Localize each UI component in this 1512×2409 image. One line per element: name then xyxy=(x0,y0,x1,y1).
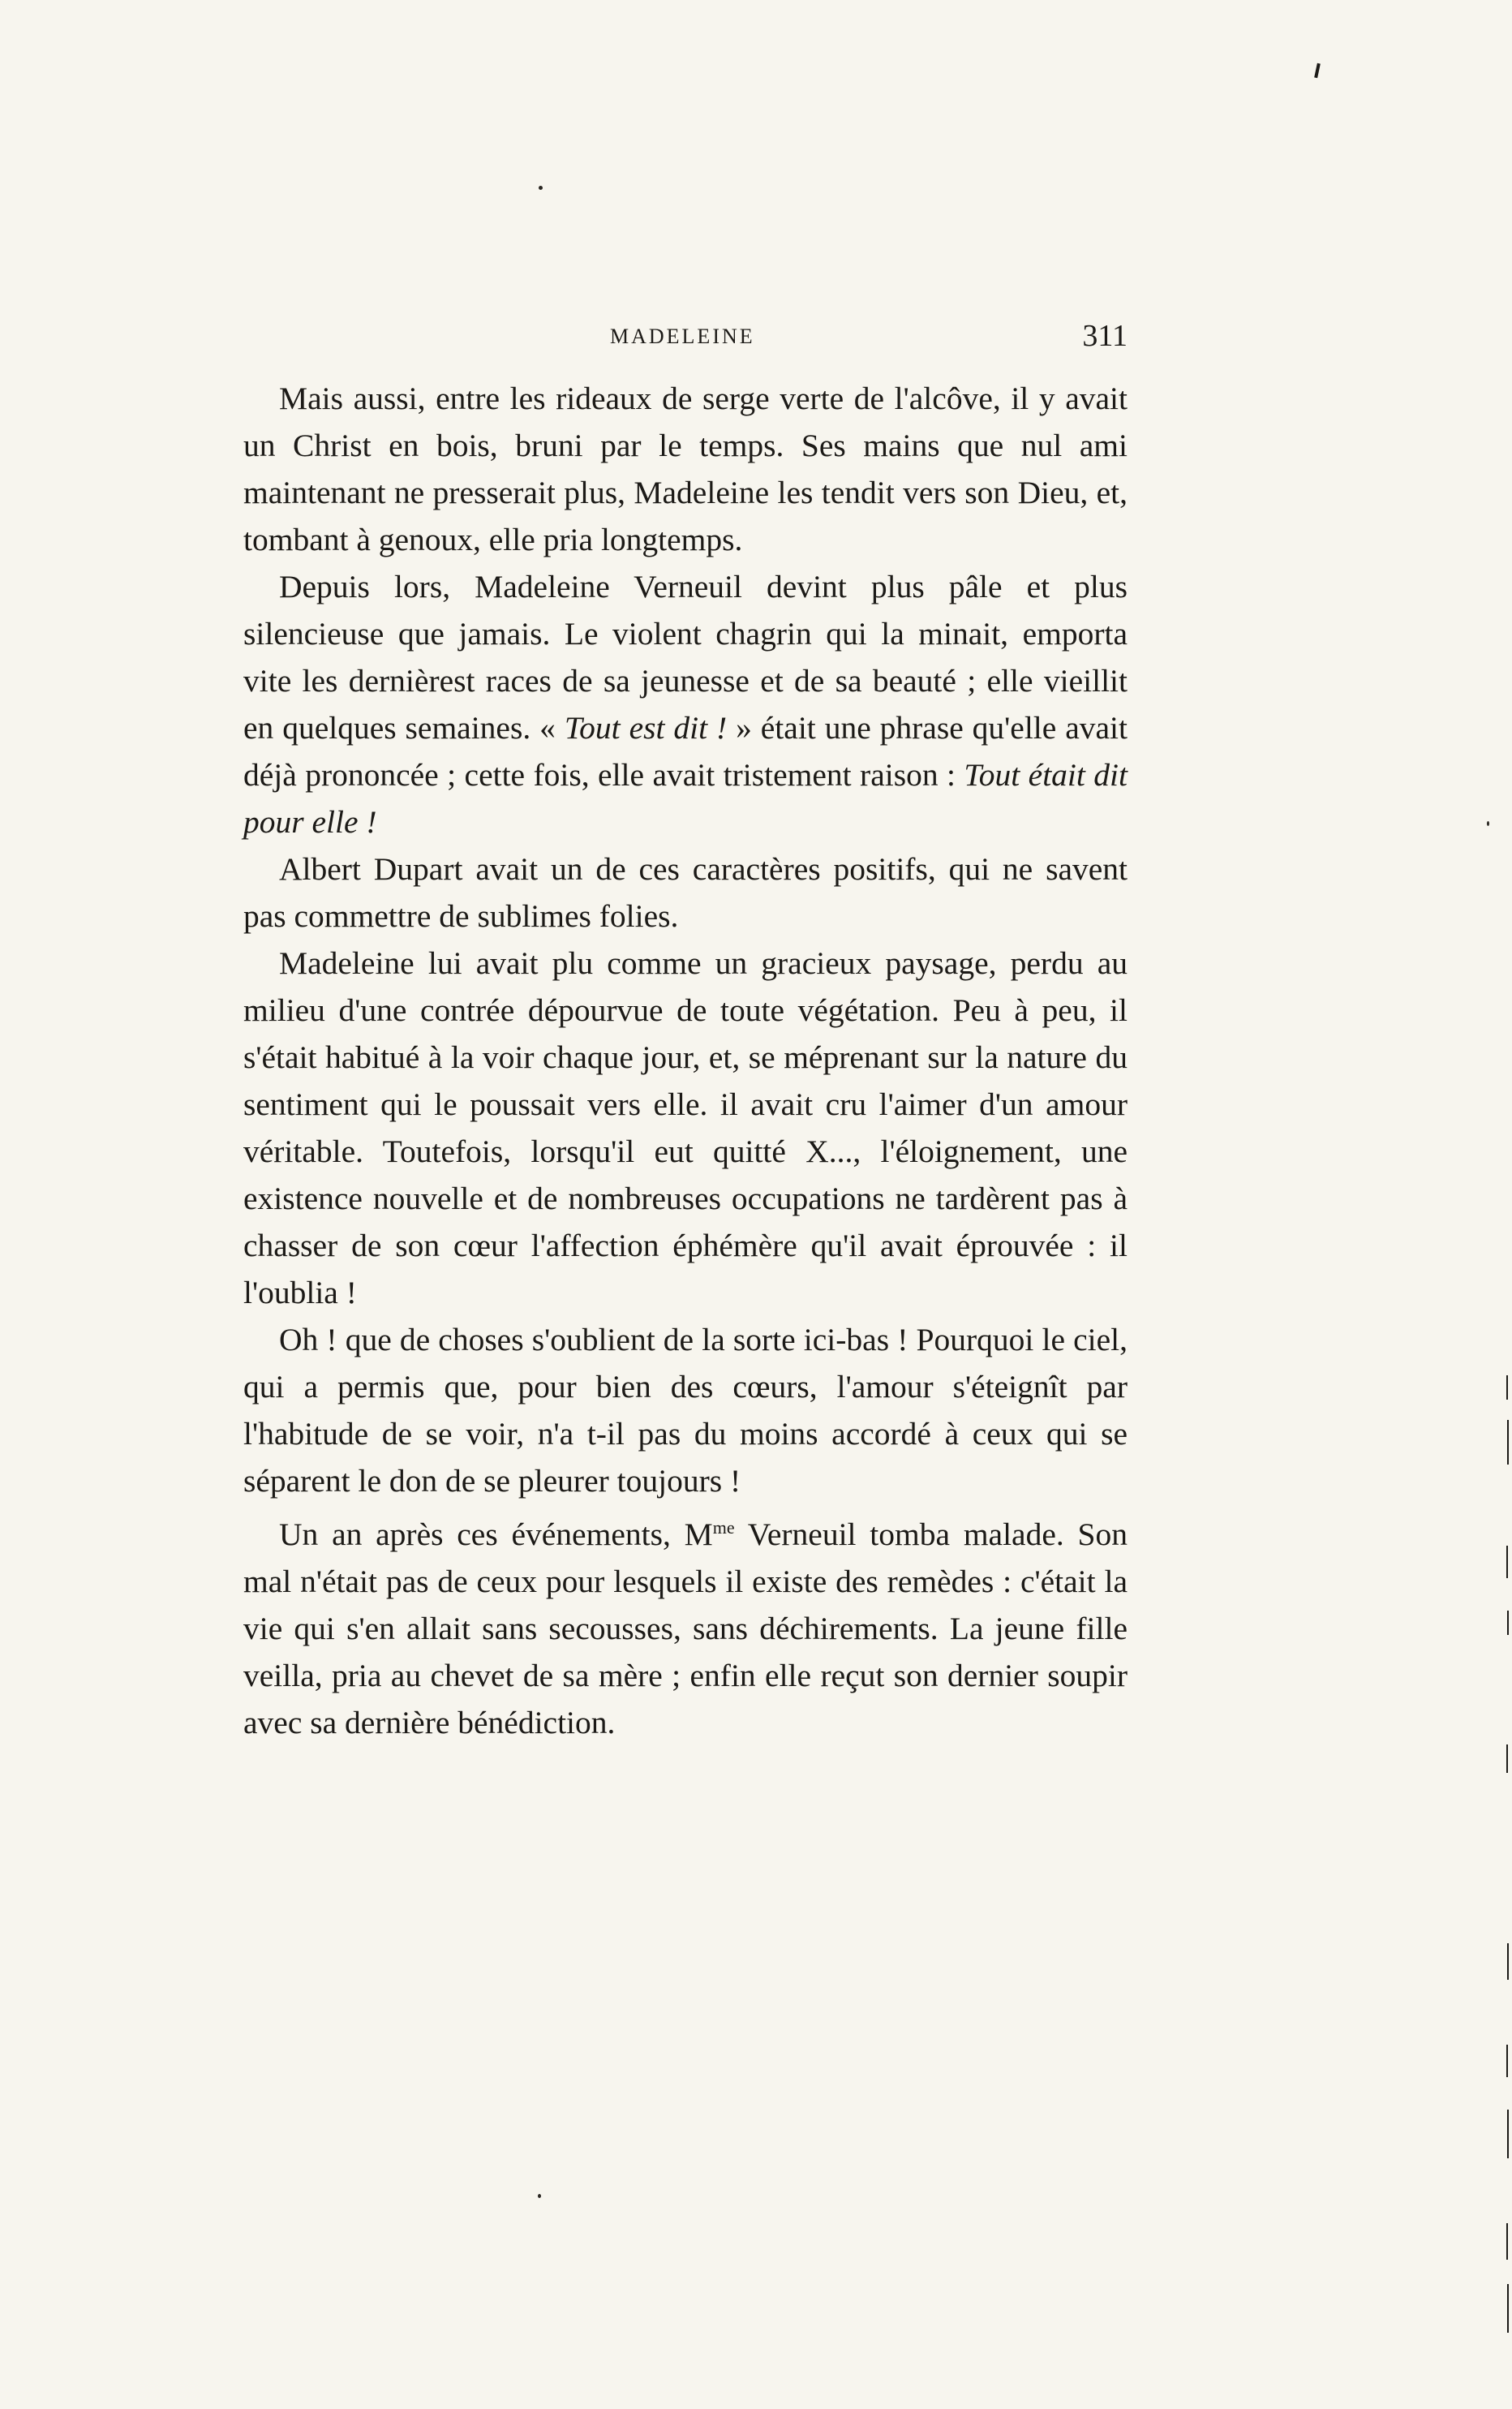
body-text xyxy=(243,375,1128,1746)
margin-line xyxy=(1506,1546,1508,1578)
paragraph-4: Madeleine lui avait plu comme un gracieux paysage, perdu au milieu d'une contrée dépourvue de toute végétation. Peu à peu, il s'était habitué à la voir chaque jour, et, se méprenant sur la nature du sentiment qui le poussait vers elle. il avait cru l'aimer d'un amour véritable. Toutefois, lorsqu'il eut quitté X..., l'éloignement, une existence nouvelle et de nombreuses occupations ne tardèrent pas à chasser de son cœur l'affection éphémère qu'il avait éprouvée : il l'oublia ! xyxy=(243,945,1128,1310)
paragraph-2-text-cont: » était une phrase qu'elle avait déjà prononcée ; cette fois, elle avait tristement raison : xyxy=(243,710,1128,793)
speck xyxy=(1487,821,1489,826)
paragraph-1: Mais aussi, entre les rideaux de serge verte de l'alcôve, il y avait un Christ en bois, bruni par le temps. Ses mains que nul ami maintenant ne presserait plus, Madeleine les tendit vers son Dieu, et, tombant à genoux, elle pria longtemps. xyxy=(243,381,1128,557)
paragraph-2-italic-quote: Tout est dit ! xyxy=(564,710,728,746)
paragraph-5: Oh ! que de choses s'oublient de la sorte ici-bas ! Pourquoi le ciel, qui a permis que, pour bien des cœurs, l'amour s'éteignît par l'habitude de se voir, n'a t-il pas du moins accordé à ceux qui se séparent le don de se pleurer toujours ! xyxy=(243,1322,1128,1499)
paragraph-2 xyxy=(243,563,1128,845)
margin-line xyxy=(1506,2045,1508,2077)
page-header xyxy=(243,319,1128,365)
paragraph-6 xyxy=(243,1504,1128,1746)
paragraph-2-italic-end: Tout était dit pour elle ! xyxy=(243,757,1128,840)
margin-line xyxy=(1507,1420,1509,1465)
page-number: 311 xyxy=(1082,319,1128,353)
paragraph-3: Albert Dupart avait un de ces caractères positifs, qui ne savent pas commettre de sublimes folies. xyxy=(243,851,1128,934)
margin-line xyxy=(1507,2284,1509,2333)
margin-line xyxy=(1506,1375,1508,1400)
speck xyxy=(539,186,543,190)
paragraph-6-text-cont: Verneuil tomba malade. Son mal n'était pas de ceux pour lesquels il existe des remèdes : c'était la vie qui s'en allait sans secousses, sans déchirements. La jeune fille veilla, pria au chevet de sa mère ; enfin elle reçut son dernier soupir avec sa dernière bénédiction. xyxy=(243,1516,1128,1740)
margin-line xyxy=(1507,1611,1509,1635)
corner-mark xyxy=(1314,63,1321,78)
paragraph-6-text: Un an après ces événements, M xyxy=(279,1516,713,1552)
margin-line xyxy=(1506,1744,1508,1773)
speck xyxy=(538,2194,541,2198)
margin-line xyxy=(1506,2223,1508,2260)
running-title: MADELEINE xyxy=(610,325,755,348)
madame-superscript: me xyxy=(712,1517,735,1538)
margin-line xyxy=(1507,1943,1509,1980)
paragraph-2-text: Depuis lors, Madeleine Verneuil devint plus pâle et plus silencieuse que jamais. Le violent chagrin qui la minait, emporta vite les dernièrest races de sa jeunesse et de sa beauté ; elle vieillit en quelques semaines. « xyxy=(243,569,1128,746)
margin-line xyxy=(1507,2110,1509,2158)
